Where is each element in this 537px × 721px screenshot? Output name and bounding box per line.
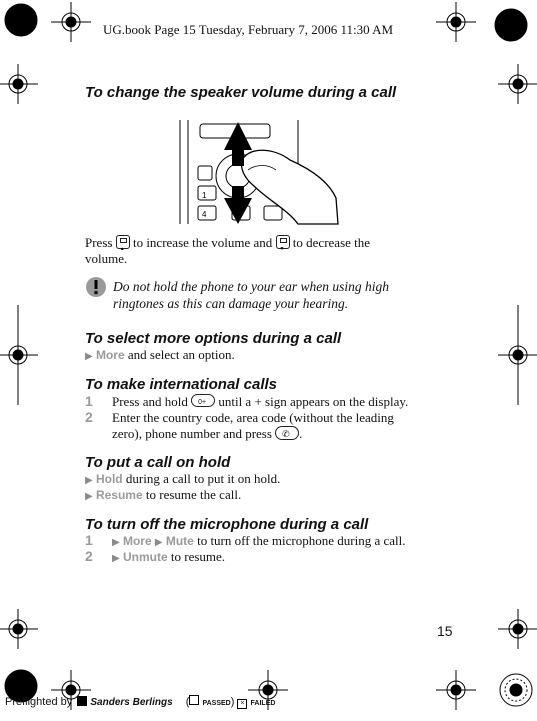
svg-text:4: 4 [202, 210, 207, 219]
heading-hold: To put a call on hold [85, 454, 231, 471]
arrow-icon: ▶ [112, 553, 120, 564]
menu-resume: Resume [95, 488, 143, 502]
options-instruction [85, 347, 235, 365]
arrow-icon: ▶ [85, 475, 93, 486]
preflight-footer [5, 695, 275, 709]
mute-text-1: to turn off the microphone during a call. [197, 533, 406, 548]
step-number-2: 2 [85, 409, 93, 425]
step-number-2: 2 [85, 548, 93, 564]
step-number-1: 1 [85, 532, 93, 548]
intl-step1-a: Press and hold [112, 394, 188, 409]
menu-more: More [95, 348, 125, 362]
phone-volume-illustration [178, 120, 340, 226]
hold-text-1: during a call to put it on hold. [125, 471, 281, 486]
arrow-icon: ▶ [85, 351, 93, 362]
running-header: UG.book Page 15 Tuesday, February 7, 2006 11:30 AM [103, 22, 394, 37]
sanders-berlings-logo-icon [77, 696, 87, 706]
options-text: and select an option. [127, 347, 235, 362]
intl-step1-b: until a + sign appears on the display. [218, 394, 409, 409]
zero-plus-key-icon [191, 394, 215, 407]
hold-instruction-2 [85, 487, 241, 505]
svg-text:1: 1 [202, 191, 207, 200]
intl-step2-b: zero), phone number and press [112, 426, 272, 441]
heading-volume: To change the speaker volume during a call [85, 84, 397, 101]
paren-open: ( [185, 696, 190, 708]
menu-unmute: Unmute [122, 550, 168, 564]
arrow-icon: ▶ [112, 537, 120, 548]
intl-step2-c: . [299, 426, 303, 441]
menu-more: More [122, 534, 152, 548]
volume-instructions [85, 235, 445, 267]
failed-label: FAILED [250, 700, 276, 707]
call-key-icon [275, 426, 299, 440]
volume-text-d: volume. [85, 251, 128, 266]
volume-up-key-icon [116, 235, 130, 249]
paren-close: ) [230, 696, 235, 708]
volume-text-c: to decrease the [292, 235, 371, 250]
mute-text-2: to resume. [170, 549, 226, 564]
mute-step-2 [112, 549, 225, 567]
heading-international: To make international calls [85, 376, 278, 393]
international-step-1 [112, 394, 472, 410]
company-name: Sanders Berlings [90, 697, 173, 708]
hold-text-2: to resume the call. [145, 487, 242, 502]
arrow-icon: ▶ [85, 491, 93, 502]
heading-mute: To turn off the microphone during a call [85, 516, 369, 533]
step-number-1: 1 [85, 393, 93, 409]
page-number: 15 [437, 623, 453, 639]
preflight-label: Preflighted by [5, 696, 73, 708]
arrow-icon: ▶ [154, 537, 163, 548]
menu-hold: Hold [95, 472, 123, 486]
warning-note: Do not hold the phone to your ear when using high ringtones as this can damage your hearing. [113, 279, 389, 311]
volume-text-b: to increase the volume and [132, 235, 273, 250]
volume-text-a: Press [85, 235, 113, 250]
passed-label: PASSED [202, 700, 231, 707]
warning-icon [85, 276, 107, 298]
volume-down-key-icon [276, 235, 290, 249]
menu-mute: Mute [165, 534, 194, 548]
checkbox-x-icon: × [237, 699, 247, 709]
intl-step2-a: Enter the country code, area code (without the leading [112, 410, 394, 425]
international-step-2 [112, 410, 472, 442]
checkbox-icon [189, 695, 199, 705]
heading-options: To select more options during a call [85, 330, 342, 347]
